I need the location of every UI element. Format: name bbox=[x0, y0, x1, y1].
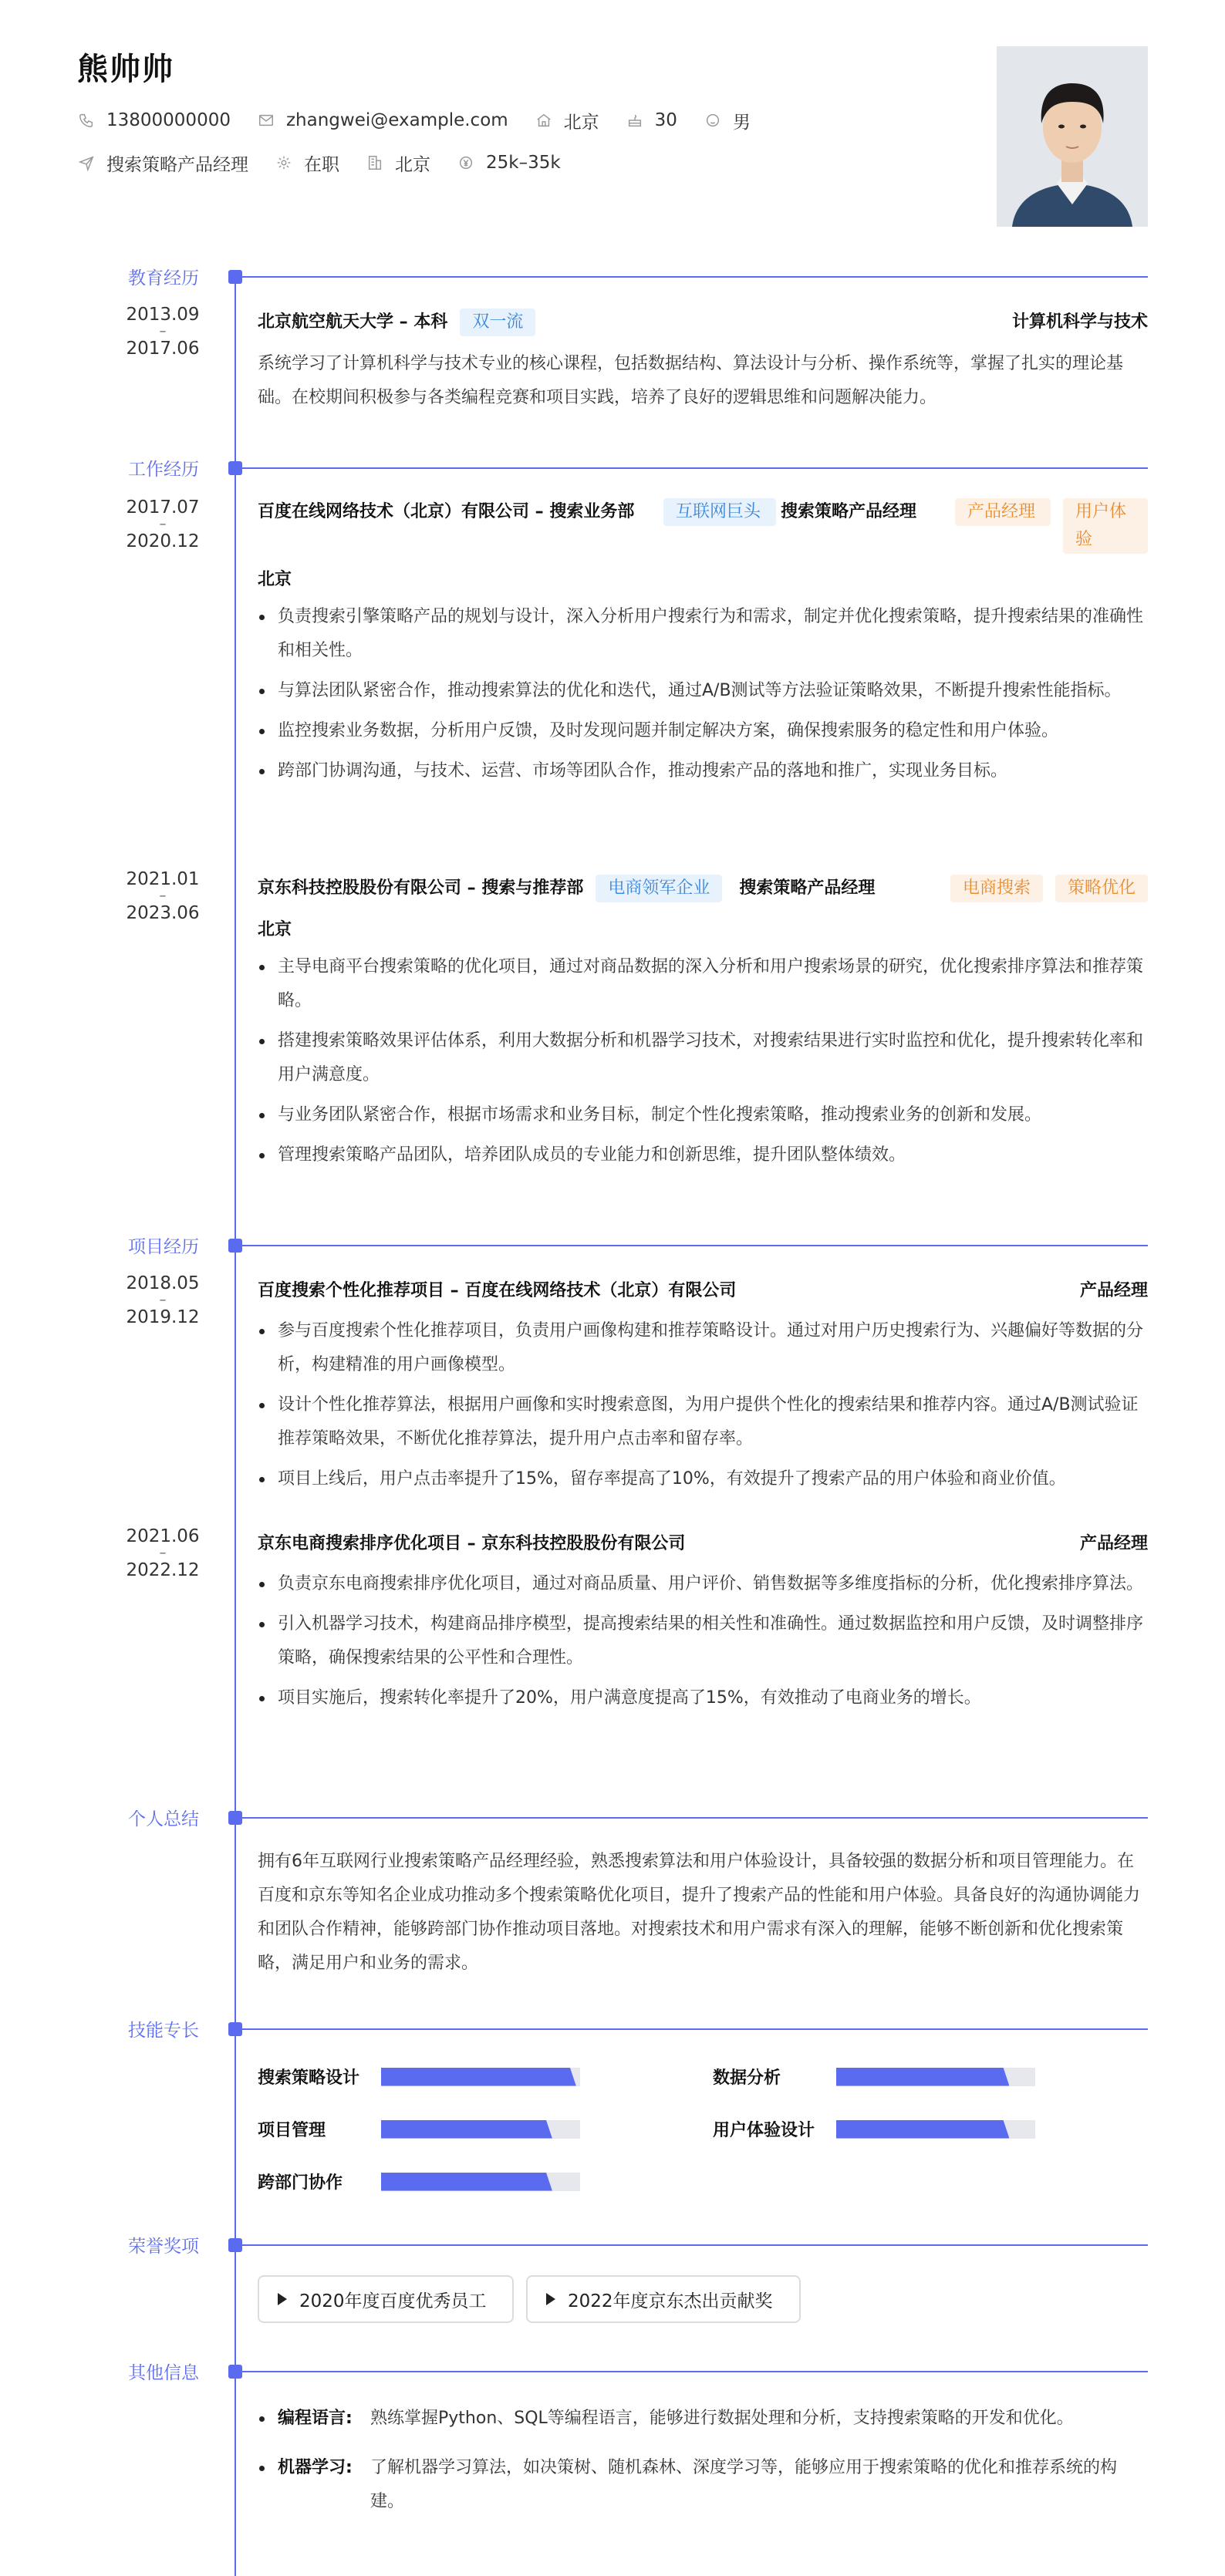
section-title-honors: 荣誉奖项 bbox=[128, 2237, 199, 2257]
other-item bbox=[258, 2451, 1148, 2519]
company-tag: 互联网巨头 bbox=[663, 498, 776, 526]
age-item bbox=[626, 110, 677, 130]
salary-text: 25k–35k bbox=[486, 153, 561, 173]
list-item: 监控搜索业务数据，分析用户反馈，及时发现问题并制定解决方案，确保搜索服务的稳定性和用户体验。 bbox=[258, 714, 1148, 748]
section-marker bbox=[228, 1239, 242, 1253]
gender-text: 男 bbox=[732, 112, 751, 133]
date-end: 2022.12 bbox=[126, 1560, 200, 1580]
skill-bar-fill bbox=[381, 2120, 552, 2139]
date-dash: – bbox=[159, 516, 167, 532]
skill-bar bbox=[381, 2173, 580, 2191]
skill-item bbox=[258, 2117, 580, 2141]
education-desc: 系统学习了计算机科学与技术专业的核心课程，包括数据结构、算法设计与分析、操作系统等，掌握了扎实的理论基础。在校期间积极参与各类编程竞赛和项目实践，培养了良好的逻辑思维和问题解决能力。 bbox=[258, 354, 1124, 407]
school-name: 北京航空航天大学 – 本科 bbox=[258, 312, 448, 332]
work-date-1 bbox=[116, 498, 210, 551]
education-entry bbox=[258, 309, 1148, 415]
phone-text: 13800000000 bbox=[106, 110, 231, 130]
section-marker bbox=[228, 2022, 242, 2036]
skill-name: 用户体验设计 bbox=[713, 2121, 815, 2140]
list-item: 设计个性化推荐算法，根据用户画像和实时搜索意图，为用户提供个性化的搜索结果和推荐内容。通过A/B测试验证推荐策略效果，不断优化推荐算法，提升用户点击率和留存率。 bbox=[258, 1388, 1148, 1456]
work-bullets bbox=[258, 600, 1148, 788]
award-badge bbox=[526, 2275, 801, 2323]
role-tag: 电商搜索 bbox=[950, 875, 1043, 902]
list-item: 项目上线后，用户点击率提升了15%，留存率提高了10%，有效提升了搜索产品的用户体验和商业价值。 bbox=[258, 1462, 1148, 1496]
skill-bar bbox=[381, 2068, 580, 2086]
contact-row bbox=[77, 106, 777, 134]
skill-item bbox=[258, 2065, 580, 2089]
project-date-2 bbox=[116, 1527, 210, 1580]
list-item: 搭建搜索策略效果评估体系，利用大数据分析和机器学习技术，对搜索结果进行实时监控和优化，提升搜索转化率和用户满意度。 bbox=[258, 1024, 1148, 1092]
award-badge bbox=[258, 2275, 514, 2323]
candidate-name: 熊帅帅 bbox=[77, 52, 174, 87]
section-title-education: 教育经历 bbox=[128, 268, 199, 288]
project-role: 产品经理 bbox=[1079, 1281, 1148, 1300]
job-role: 搜索策略产品经理 bbox=[739, 878, 876, 898]
city-item bbox=[535, 108, 599, 133]
date-start: 2021.01 bbox=[126, 869, 200, 889]
play-icon bbox=[278, 2293, 287, 2305]
skill-name: 项目管理 bbox=[258, 2121, 326, 2140]
target-job-item bbox=[77, 150, 248, 176]
section-title-summary: 个人总结 bbox=[128, 1809, 199, 1829]
section-marker bbox=[228, 461, 242, 475]
role-tag: 产品经理 bbox=[955, 498, 1051, 526]
profile-photo bbox=[997, 46, 1148, 227]
section-divider bbox=[242, 1245, 1148, 1246]
company-name: 百度在线网络技术（北京）有限公司 – 搜索业务部 bbox=[258, 502, 635, 521]
other-value: 了解机器学习算法，如决策树、随机森林、深度学习等，能够应用于搜索策略的优化和推荐系统的构建。 bbox=[370, 2458, 1118, 2511]
project-title: 百度搜索个性化推荐项目 – 百度在线网络技术（北京）有限公司 bbox=[258, 1281, 737, 1300]
award-text: 2022年度京东杰出贡献奖 bbox=[568, 2291, 773, 2311]
list-item: 负责搜索引擎策略产品的规划与设计，深入分析用户搜索行为和需求，制定并优化搜索策略，提升搜索结果的准确性和相关性。 bbox=[258, 600, 1148, 668]
skill-name: 搜索策略设计 bbox=[258, 2069, 360, 2088]
job-intent-row bbox=[77, 149, 587, 177]
list-item: 与业务团队紧密合作，根据市场需求和业务目标，制定个性化搜索策略，推动搜索业务的创新和发展。 bbox=[258, 1098, 1148, 1132]
project-role: 产品经理 bbox=[1079, 1534, 1148, 1553]
section-title-work: 工作经历 bbox=[128, 460, 199, 480]
date-dash: – bbox=[159, 1545, 167, 1561]
skill-bar-fill bbox=[381, 2068, 576, 2086]
play-icon bbox=[546, 2293, 555, 2305]
date-end: 2023.06 bbox=[126, 903, 200, 923]
building-icon bbox=[366, 153, 384, 172]
target-job-text: 搜索策略产品经理 bbox=[106, 154, 248, 175]
section-marker bbox=[228, 2365, 242, 2379]
skill-item bbox=[713, 2117, 1035, 2141]
skill-bar bbox=[381, 2120, 580, 2139]
list-item: 与算法团队紧密合作，推动搜索算法的优化和迭代，通过A/B测试等方法验证策略效果，不断提升搜索性能指标。 bbox=[258, 674, 1148, 708]
age-text: 30 bbox=[654, 110, 677, 130]
section-divider bbox=[242, 276, 1148, 278]
skill-name: 数据分析 bbox=[713, 2069, 781, 2088]
section-marker bbox=[228, 270, 242, 284]
date-dash: – bbox=[159, 888, 167, 904]
skill-bar bbox=[836, 2120, 1035, 2139]
role-tag: 用户体验 bbox=[1063, 498, 1148, 554]
list-item: 参与百度搜索个性化推荐项目，负责用户画像构建和推荐策略设计。通过对用户历史搜索行为、兴趣偏好等数据的分析，构建精准的用户画像模型。 bbox=[258, 1314, 1148, 1382]
skill-bar-fill bbox=[836, 2068, 1009, 2086]
date-start: 2013.09 bbox=[126, 305, 200, 325]
date-end: 2020.12 bbox=[126, 531, 200, 551]
section-marker bbox=[228, 2238, 242, 2252]
gender-item bbox=[704, 108, 751, 133]
phone-item bbox=[77, 110, 231, 130]
list-item: 主导电商平台搜索策略的优化项目，通过对商品数据的深入分析和用户搜索场景的研究，优化搜索排序算法和推荐策略。 bbox=[258, 950, 1148, 1018]
other-key: 机器学习: bbox=[278, 2458, 353, 2477]
school-tag: 双一流 bbox=[460, 309, 535, 336]
phone-icon bbox=[77, 111, 96, 130]
target-city-text: 北京 bbox=[395, 154, 430, 175]
work-date-2 bbox=[116, 870, 210, 922]
money-icon bbox=[457, 153, 475, 172]
date-start: 2018.05 bbox=[126, 1273, 200, 1293]
skill-bar-fill bbox=[381, 2173, 552, 2191]
project-entry-1 bbox=[258, 1277, 1148, 1502]
email-item bbox=[257, 110, 508, 130]
section-divider bbox=[242, 2028, 1148, 2030]
other-value: 熟练掌握Python、SQL等编程语言，能够进行数据处理和分析，支持搜索策略的开发和优化。 bbox=[370, 2409, 1074, 2428]
section-title-projects: 项目经历 bbox=[128, 1237, 199, 1257]
project-bullets bbox=[258, 1567, 1148, 1715]
role-tag: 策略优化 bbox=[1055, 875, 1148, 902]
job-role: 搜索策略产品经理 bbox=[781, 502, 917, 521]
project-title: 京东电商搜索排序优化项目 – 京东科技控股股份有限公司 bbox=[258, 1534, 686, 1553]
other-item bbox=[258, 2402, 1148, 2436]
date-end: 2017.06 bbox=[126, 339, 200, 359]
section-title-other: 其他信息 bbox=[128, 2363, 199, 2383]
list-item: 负责京东电商搜索排序优化项目，通过对商品质量、用户评价、销售数据等多维度指标的分析，优化搜索排序算法。 bbox=[258, 1567, 1148, 1601]
date-start: 2017.07 bbox=[126, 497, 200, 518]
summary-text: 拥有6年互联网行业搜索策略产品经理经验，熟悉搜索算法和用户体验设计，具备较强的数据分析和项目管理能力。在百度和京东等知名企业成功推动多个搜索策略优化项目，提升了搜索产品的性能和用户体验。具备良好的沟通协调能力和团队合作精神，能够跨部门协作推动项目落地。对搜索技术和用户需求有深入的理解，能够不断创新和优化搜索策略，满足用户和业务的需求。 bbox=[258, 1852, 1141, 1973]
date-dash: – bbox=[159, 1292, 167, 1308]
status-icon bbox=[275, 153, 293, 172]
project-bullets bbox=[258, 1314, 1148, 1496]
skill-item bbox=[258, 2170, 580, 2193]
other-key: 编程语言: bbox=[278, 2409, 353, 2428]
section-divider bbox=[242, 1817, 1148, 1819]
list-item: 跨部门协调沟通，与技术、运营、市场等团队合作，推动搜索产品的落地和推广，实现业务目标。 bbox=[258, 754, 1148, 788]
project-entry-2 bbox=[258, 1530, 1148, 1721]
work-entry-1 bbox=[258, 498, 1148, 794]
section-divider bbox=[242, 2244, 1148, 2246]
date-dash: – bbox=[159, 323, 167, 339]
award-text: 2020年度百度优秀员工 bbox=[299, 2291, 487, 2311]
list-item: 引入机器学习技术，构建商品排序模型，提高搜索结果的相关性和准确性。通过数据监控和用户反馈，及时调整排序策略，确保搜索结果的公平性和合理性。 bbox=[258, 1607, 1148, 1675]
work-location: 北京 bbox=[258, 570, 292, 589]
work-bullets bbox=[258, 950, 1148, 1172]
home-icon bbox=[535, 111, 553, 130]
cake-icon bbox=[626, 111, 644, 130]
mail-icon bbox=[257, 111, 275, 130]
major: 计算机科学与技术 bbox=[1011, 312, 1148, 332]
status-item bbox=[275, 150, 339, 176]
project-date-1 bbox=[116, 1274, 210, 1327]
company-name: 京东科技控股股份有限公司 – 搜索与推荐部 bbox=[258, 878, 584, 898]
section-marker bbox=[228, 1811, 242, 1825]
section-divider bbox=[242, 2371, 1148, 2372]
timeline-line bbox=[235, 270, 236, 2576]
send-icon bbox=[77, 153, 96, 172]
date-end: 2019.12 bbox=[126, 1307, 200, 1327]
email-text: zhangwei@example.com bbox=[285, 110, 508, 130]
skill-item bbox=[713, 2065, 1035, 2089]
salary-item bbox=[457, 153, 561, 173]
target-city-item bbox=[366, 150, 430, 176]
section-title-skills: 技能专长 bbox=[128, 2021, 199, 2041]
work-entry-2 bbox=[258, 875, 1148, 1178]
list-item: 项目实施后，搜索转化率提升了20%，用户满意度提高了15%，有效推动了电商业务的增长。 bbox=[258, 1681, 1148, 1715]
skill-name: 跨部门协作 bbox=[258, 2173, 343, 2193]
company-tag: 电商领军企业 bbox=[596, 875, 722, 902]
skill-bar bbox=[836, 2068, 1035, 2086]
skill-bar-fill bbox=[836, 2120, 1009, 2139]
gender-icon bbox=[704, 111, 722, 130]
city-text: 北京 bbox=[563, 112, 599, 133]
work-location: 北京 bbox=[258, 920, 292, 939]
education-date bbox=[116, 305, 210, 358]
date-start: 2021.06 bbox=[126, 1526, 200, 1546]
section-divider bbox=[242, 467, 1148, 469]
list-item: 管理搜索策略产品团队，培养团队成员的专业能力和创新思维，提升团队整体绩效。 bbox=[258, 1138, 1148, 1172]
status-text: 在职 bbox=[304, 154, 339, 175]
